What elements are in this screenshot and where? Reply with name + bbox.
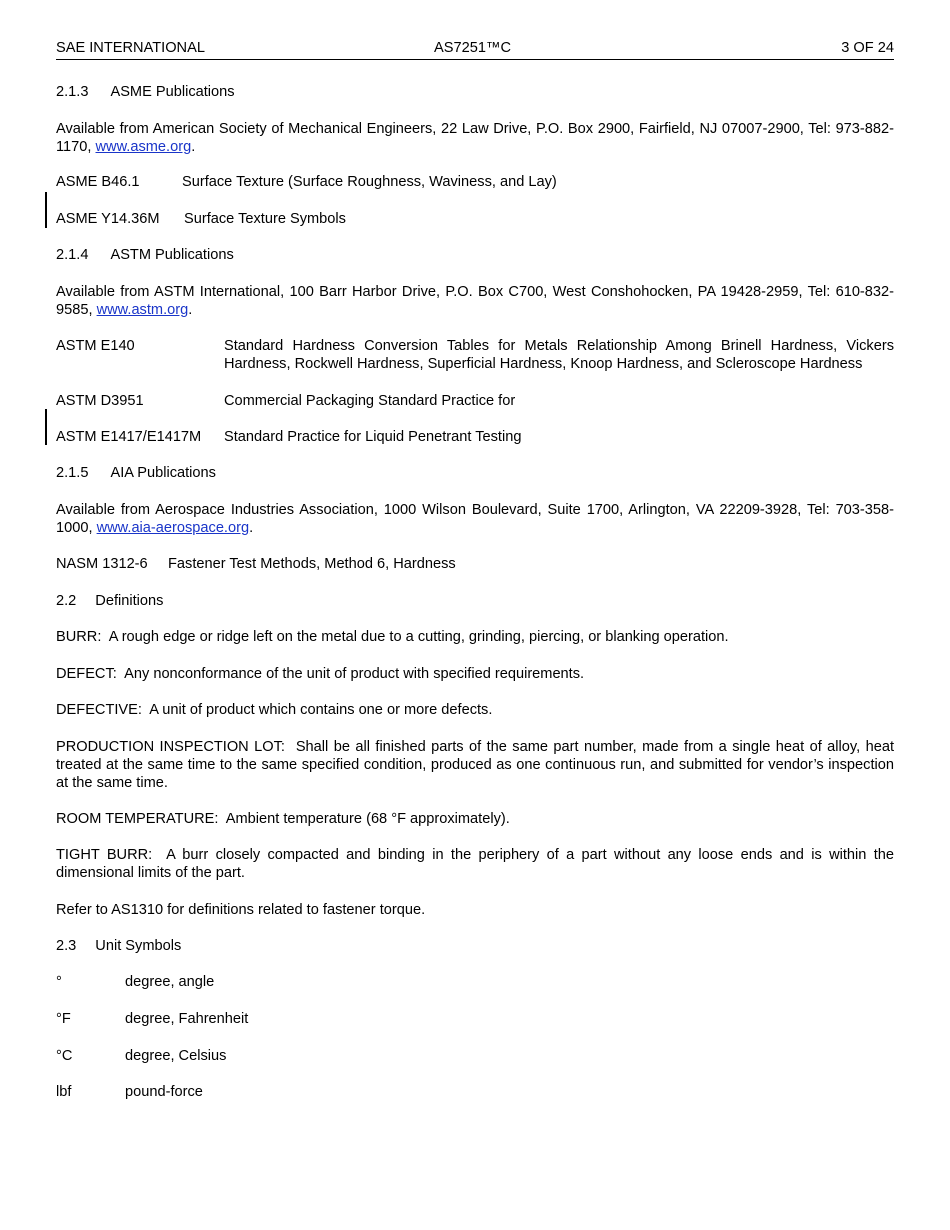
definitions-note: Refer to AS1310 for definitions related to fastener torque. <box>56 902 426 918</box>
ref-id: ASTM E1417/E1417M <box>56 429 202 445</box>
section-number: 2.1.3 <box>56 84 89 100</box>
section-title: ASTM Publications <box>110 247 234 263</box>
header-rule <box>56 59 894 60</box>
ref-title: Fastener Test Methods, Method 6, Hardness <box>168 556 456 572</box>
section-2-3-heading <box>56 937 181 955</box>
aia-link[interactable]: www.aia-aerospace.org <box>96 520 250 536</box>
section-title: ASME Publications <box>110 84 235 100</box>
ref-title: Surface Texture Symbols <box>184 211 346 227</box>
definition-text: Any nonconformance of the unit of product with specified requirements. <box>124 666 585 682</box>
availability-text: Available from Aerospace Industries Association, 1000 Wilson Boulevard, Suite 1700, Arlington, VA 22209-3928, Tel: 703-358-1000, <box>56 502 894 536</box>
definition-text: A burr closely compacted and binding in the periphery of a part without any loose ends and is within the dimensional limits of the part. <box>56 847 894 881</box>
ref-title: Surface Texture (Surface Roughness, Waviness, and Lay) <box>182 174 557 190</box>
section-title: Unit Symbols <box>95 938 182 954</box>
definition-text: A rough edge or ridge left on the metal due to a cutting, grinding, piercing, or blanking operation. <box>108 629 729 645</box>
ref-title: Standard Practice for Liquid Penetrant Testing <box>224 429 522 445</box>
ref-id: ASME B46.1 <box>56 174 140 190</box>
aia-availability: Available from Aerospace Industries Association, 1000 Wilson Boulevard, Suite 1700, Arlington, VA 22209-3928, Tel: 703-358-1000, www.aia-aerospace.org. <box>56 502 894 536</box>
section-number: 2.1.5 <box>56 465 89 481</box>
astm-availability: Available from ASTM International, 100 Barr Harbor Drive, P.O. Box C700, West Conshohocken, PA 19428-2959, Tel: 610-832-9585, www.astm.org. <box>56 284 894 318</box>
definition-item <box>56 701 894 719</box>
unit-description: degree, angle <box>125 974 215 990</box>
definition-text: Ambient temperature (68 °F approximately). <box>225 811 510 827</box>
section-number: 2.3 <box>56 938 77 954</box>
ref-id: ASME Y14.36M <box>56 211 160 227</box>
section-number: 2.2 <box>56 593 77 609</box>
section-2-1-4-heading <box>56 246 234 264</box>
unit-description: degree, Fahrenheit <box>125 1011 249 1027</box>
definition-item <box>56 810 894 828</box>
ref-title: Standard Hardness Conversion Tables for Metals Relationship Among Brinell Hardness, Vickers Hardness, Rockwell Hardness, Superficial Hardness, Knoop Hardness, and Scleroscope Hardness <box>224 338 894 372</box>
asme-link[interactable]: www.asme.org <box>95 139 192 155</box>
ref-title: Commercial Packaging Standard Practice for <box>224 393 516 409</box>
definition-text: A unit of product which contains one or more defects. <box>149 702 493 718</box>
header-doc-number: AS7251™C <box>434 40 512 56</box>
definition-term: PRODUCTION INSPECTION LOT: <box>56 739 285 755</box>
section-title: Definitions <box>95 593 164 609</box>
availability-text: Available from ASTM International, 100 Barr Harbor Drive, P.O. Box C700, West Conshohocken, PA 19428-2959, Tel: 610-832-9585, <box>56 284 894 318</box>
definition-item <box>56 628 894 646</box>
definition-term: ROOM TEMPERATURE: <box>56 811 219 827</box>
definition-item <box>56 665 894 683</box>
change-bar <box>45 409 47 445</box>
header-org: SAE INTERNATIONAL <box>56 40 205 56</box>
section-2-1-3-heading <box>56 83 235 101</box>
ref-id: NASM 1312-6 <box>56 556 148 572</box>
availability-text: Available from American Society of Mechanical Engineers, 22 Law Drive, P.O. Box 2900, Fairfield, NJ 07007-2900, Tel: 973-882-1170, <box>56 121 894 155</box>
header-page-number: 3 OF 24 <box>841 40 894 56</box>
definition-item <box>56 738 894 792</box>
ref-id: ASTM E140 <box>56 338 135 354</box>
definition-term: BURR: <box>56 629 102 645</box>
astm-link[interactable]: www.astm.org <box>96 302 189 318</box>
unit-symbol: °F <box>56 1011 71 1027</box>
unit-symbol: °C <box>56 1048 73 1064</box>
section-2-1-5-heading <box>56 464 216 482</box>
definition-term: DEFECT: <box>56 666 117 682</box>
definition-term: DEFECTIVE: <box>56 702 142 718</box>
change-bar <box>45 192 47 228</box>
unit-description: pound-force <box>125 1084 203 1100</box>
unit-symbol: ° <box>56 974 62 990</box>
unit-symbol: lbf <box>56 1084 72 1100</box>
section-number: 2.1.4 <box>56 247 89 263</box>
definition-text: Shall be all finished parts of the same part number, made from a single heat of alloy, heat treated at the same time to the same specified condition, produced as one continuous run, and submitted for vendor’s inspection at the same time. <box>56 739 894 791</box>
definition-item <box>56 846 894 882</box>
unit-description: degree, Celsius <box>125 1048 227 1064</box>
section-2-2-heading <box>56 592 163 610</box>
definition-term: TIGHT BURR: <box>56 847 153 863</box>
asme-availability: Available from American Society of Mechanical Engineers, 22 Law Drive, P.O. Box 2900, Fairfield, NJ 07007-2900, Tel: 973-882-1170, www.asme.org. <box>56 121 894 155</box>
section-title: AIA Publications <box>110 465 216 481</box>
ref-id: ASTM D3951 <box>56 393 144 409</box>
